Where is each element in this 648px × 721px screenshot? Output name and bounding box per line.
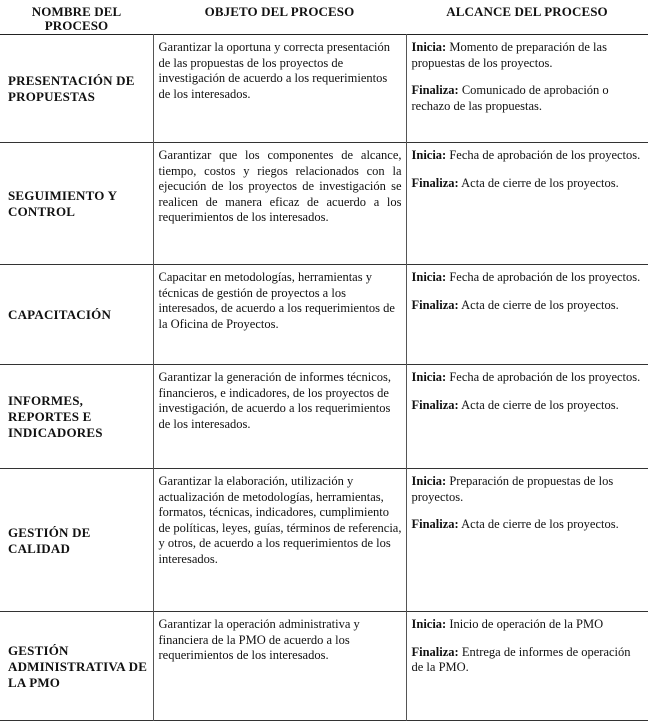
process-scope [406, 612, 648, 721]
table-row [0, 143, 648, 265]
process-objective: Garantizar la generación de informes técnicos, financieros, e indicadores, de los proyectos de investigación, de acuerdo a los requerimientos de los interesados. [153, 365, 406, 469]
scope-end-label: Finaliza: [411, 297, 459, 312]
process-name: SEGUIMIENTO Y CONTROL [8, 188, 117, 219]
process-name: GESTIÓN ADMINISTRATIVA DE LA PMO [8, 642, 148, 690]
process-objective: Capacitar en metodologías, herramientas y técnicas de gestión de proyectos a los interesados, de acuerdo a los requerimientos de la Oficina de Proyectos. [153, 265, 406, 365]
scope-start-value: Fecha de aprobación de los proyectos. [449, 148, 641, 162]
scope-start-value: Inicio de operación de la PMO [449, 617, 604, 631]
header-process-objective: OBJETO DEL PROCESO [204, 4, 355, 19]
process-scope [406, 469, 648, 612]
table-row [0, 365, 648, 469]
scope-start-value: Fecha de aprobación de los proyectos. [449, 370, 641, 384]
process-name: GESTIÓN DE CALIDAD [8, 524, 91, 556]
process-name: INFORMES, REPORTES E INDICADORES [8, 393, 103, 440]
scope-end-value: Acta de cierre de los proyectos. [461, 517, 619, 531]
scope-end-label: Finaliza: [411, 644, 459, 659]
header-row [0, 0, 648, 35]
process-scope [406, 143, 648, 265]
process-objective: Garantizar la elaboración, utilización y actualización de metodologías, herramientas, formatos, técnicas, indicadores, cumplimiento de políticas, leyes, guías, términos de referencia, y otros, de acuerdo a los requerimientos de los interesados. [153, 469, 406, 612]
scope-start-label: Inicia: [411, 148, 447, 162]
scope-end-value: Acta de cierre de los proyectos. [461, 297, 619, 312]
scope-end-value: Comunicado de aprobación o rechazo de las propuestas. [411, 83, 609, 113]
process-objective: Garantizar la oportuna y correcta presentación de las propuestas de los proyectos de investigación de acuerdo a los requerimientos de los interesados. [153, 35, 406, 143]
process-name: CAPACITACIÓN [8, 307, 112, 322]
scope-start-value: Preparación de propuestas de los proyectos. [411, 474, 614, 504]
scope-end-label: Finaliza: [411, 83, 459, 97]
header-process-name: NOMBRE DEL PROCESO [31, 4, 122, 33]
scope-end-value: Acta de cierre de los proyectos. [461, 397, 619, 412]
process-objective: Garantizar que los componentes de alcance, tiempo, costos y riegos relacionados con la ejecución de los proyectos de investigación se realicen de manera eficaz de acuerdo a los requerimientos de los interesados. [153, 143, 406, 265]
scope-end-value: Entrega de informes de operación de la PMO. [411, 644, 631, 674]
table-row [0, 265, 648, 365]
process-scope [406, 365, 648, 469]
table-row [0, 612, 648, 721]
process-name: PRESENTACIÓN DE PROPUESTAS [8, 73, 135, 104]
process-scope [406, 265, 648, 365]
scope-start-value: Momento de preparación de las propuestas de los proyectos. [411, 40, 607, 70]
process-objective: Garantizar la operación administrativa y financiera de la PMO de acuerdo a los requerimientos de los interesados. [153, 612, 406, 721]
table-row [0, 469, 648, 612]
scope-end-label: Finaliza: [411, 175, 459, 190]
scope-start-value: Fecha de aprobación de los proyectos. [449, 270, 641, 284]
scope-start-label: Inicia: [411, 617, 447, 631]
scope-end-label: Finaliza: [411, 517, 459, 531]
scope-end-value: Acta de cierre de los proyectos. [461, 175, 619, 190]
table-row [0, 35, 648, 143]
scope-start-label: Inicia: [411, 370, 447, 384]
scope-start-label: Inicia: [411, 270, 447, 284]
process-scope [406, 35, 648, 143]
scope-end-label: Finaliza: [411, 397, 459, 412]
header-process-scope: ALCANCE DEL PROCESO [446, 4, 608, 19]
scope-start-label: Inicia: [411, 40, 447, 54]
scope-start-label: Inicia: [411, 474, 447, 488]
